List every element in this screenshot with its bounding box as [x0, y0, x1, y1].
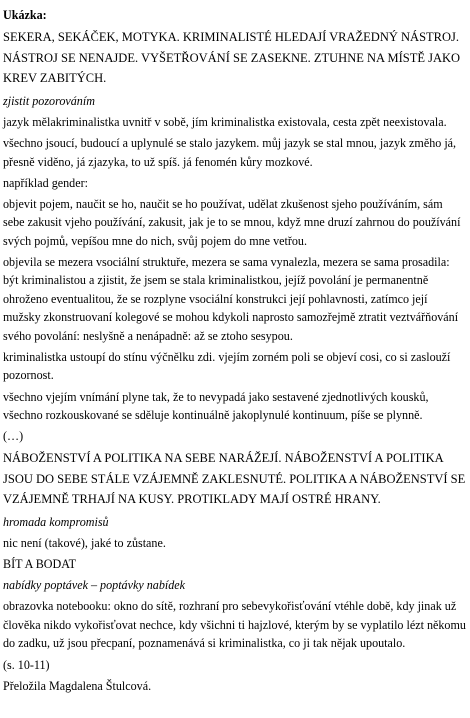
paragraph-6: kriminalistka ustoupí do stínu výčnělku zdi. vjejím zorném poli se objeví cosi, co si zaslouží pozornost. [3, 349, 451, 383]
paragraph-2: všechno jsoucí, budoucí a uplynulé se stalo jazykem. můj jazyk se stal mnou, jazyk změho já, přesně viděno, já zjazyka, to už spíš. já fenomén kůry mozkové. [3, 136, 457, 169]
ellipsis: (…) [3, 429, 24, 444]
paragraph-3: například gender: [3, 175, 88, 190]
paragraph-7: všechno vjejím vnímání plyne tak, že to nevypadá jako sestavené zjednotlivých kousků, všechno rozkouskované se sděluje kontinuálně jakoplynulé kontinuum, píše se plynně. [3, 389, 429, 423]
paragraph-9: obrazovka notebooku: okno do sítě, rozhraní pro sebevykořisťování vtéhle době, kdy jinak už člověka nikdo vykořisťovat nechce, kdy všichni ti hajzlové, kterým by se vyplatilo lézt někomu do zadku, už jsou přecpaní, poznamenává si kriminalistka, co ji tak nějak upoutalo. [3, 599, 466, 651]
caps-paragraph-1: SEKERA, SEKÁČEK, MOTYKA. KRIMINALISTÉ HLEDAJÍ VRAŽEDNÝ NÁSTROJ. NÁSTROJ SE NENAJDE. VYŠETŘOVÁNÍ SE ZASEKNE. ZTUHNE NA MÍSTĚ JAKO KREV ZABITÝCH. [3, 30, 461, 85]
paragraph-8: nic není (takové), jaké to zůstane. [3, 536, 166, 551]
paragraph-4: objevit pojem, naučit se ho, naučit se ho používat, udělat zkušenost sjeho používáním, sám sebe zakusit vjeho používání, zakusit, jak je to se mnou, když mne druzí zahrnou do používání svých pojmů, vepíšou mne do nich, svůj pojem do mne vetřou. [3, 196, 461, 248]
page-reference: (s. 10-11) [3, 657, 50, 672]
subheading-compromises: hromada kompromisů [3, 515, 109, 530]
subheading-observation: zjistit pozorováním [3, 93, 95, 108]
paragraph-1: jazyk mělakriminalistka uvnitř v sobě, jím kriminalistka existovala, cesta zpět neexistovala. [3, 115, 447, 129]
document-body [3, 6, 467, 698]
heading: Ukázka: [3, 8, 47, 22]
caps-line: BÍT A BODAT [3, 557, 77, 572]
caps-paragraph-2: NÁBOŽENSTVÍ A POLITIKA NA SEBE NARÁŽEJÍ. NÁBOŽENSTVÍ A POLITIKA JSOU DO SEBE STÁLE VZÁJEMNĚ ZAKLESNUTÉ. POLITIKA A NÁBOŽENSTVÍ SE VZÁJEMNĚ TRHAJÍ NA KUSY. PROTIKLADY MAJÍ OSTRÉ HRANY. [3, 451, 466, 507]
translator-credit: Přeložila Magdalena Štulcová. [3, 678, 152, 693]
paragraph-5: objevila se mezera vsociální struktuře, mezera se sama vynalezla, mezera se sama prosadila: být kriminalistou a zjistit, že jsem se stala kriminalistkou, jejíž povolání je permanentně ohroženo eventualitou, že se rozplyne vsociální konstrukci její pohlavnosti, zatímco její mužsky zkonstruovaní kolegové se mohou kdykoli naprosto samozřejmě ztratit veztvářňování svého povolání: neslyšně a nenápadně: až se ztoho sesypou. [3, 254, 459, 343]
subheading-offers: nabídky poptávek – poptávky nabídek [3, 578, 186, 593]
